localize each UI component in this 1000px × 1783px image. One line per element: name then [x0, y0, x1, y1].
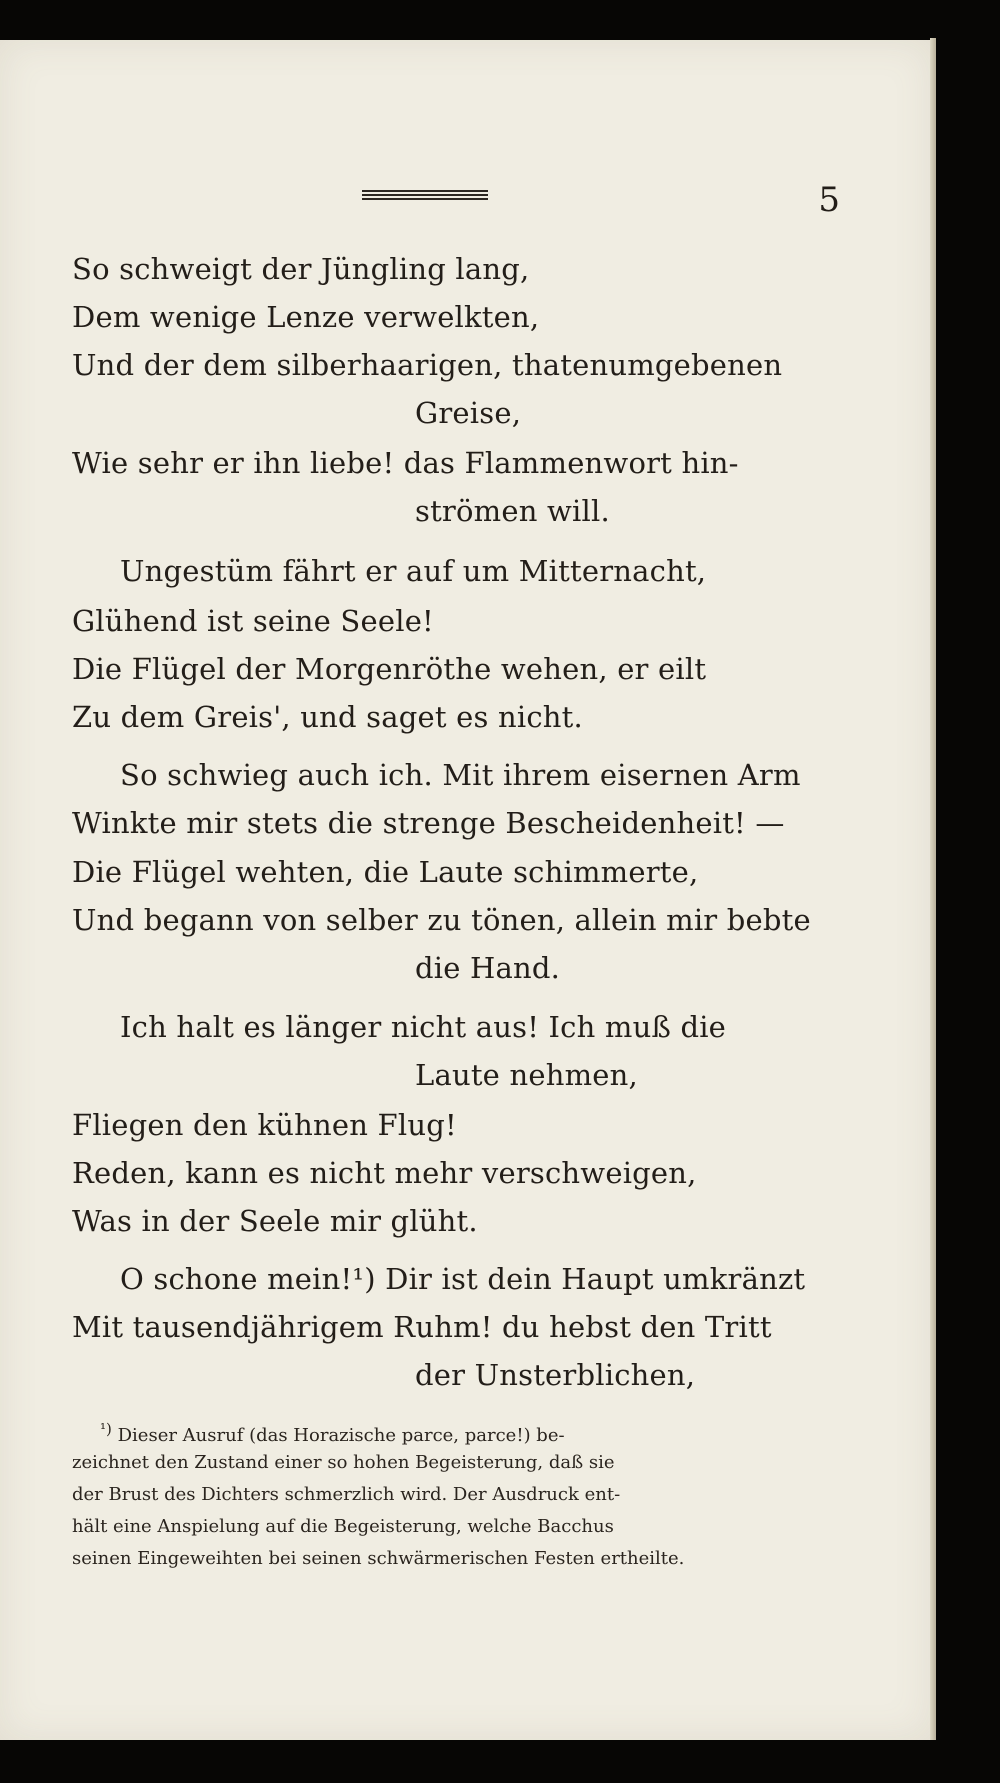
footnote-line: der Brust des Dichters schmerzlich wird. Der Ausdruck ent-	[72, 1484, 621, 1505]
poem-line-continuation: Greise,	[415, 396, 522, 430]
poem-line: Und begann von selber zu tönen, allein mir bebte	[72, 903, 811, 937]
footnote-line: hält eine Anspielung auf die Begeisterung, welche Bacchus	[72, 1516, 614, 1537]
poem-line-continuation: Laute nehmen,	[415, 1058, 638, 1092]
poem-line-continuation: die Hand.	[415, 951, 561, 985]
footnote-line: seinen Eingeweihten bei seinen schwärmerischen Festen ertheilte.	[72, 1548, 685, 1569]
poem-line-continuation: der Unsterblichen,	[415, 1358, 696, 1392]
poem-line: O schone mein!¹) Dir ist dein Haupt umkränzt	[120, 1262, 806, 1296]
footnote-line	[100, 1420, 565, 1446]
page-number: 5	[818, 180, 840, 220]
footnote-text: Dieser Ausruf (das Horazische parce, parce!) be-	[117, 1425, 565, 1446]
poem-line: Reden, kann es nicht mehr verschweigen,	[72, 1156, 697, 1190]
footnote-marker: ¹)	[100, 1420, 112, 1438]
poem-line: So schweigt der Jüngling lang,	[72, 252, 530, 286]
poem-line: Was in der Seele mir glüht.	[72, 1204, 478, 1238]
poem-line: Die Flügel wehten, die Laute schimmerte,	[72, 855, 699, 889]
poem-line: Winkte mir stets die strenge Bescheidenheit! —	[72, 806, 785, 840]
poem-line: Fliegen den kühnen Flug!	[72, 1108, 457, 1142]
poem-line: Und der dem silberhaarigen, thatenumgebenen	[72, 348, 783, 382]
poem-line: So schwieg auch ich. Mit ihrem eisernen Arm	[120, 758, 801, 792]
footnote-line: zeichnet den Zustand einer so hohen Begeisterung, daß sie	[72, 1452, 615, 1473]
poem-line: Dem wenige Lenze verwelkten,	[72, 300, 540, 334]
poem-line: Mit tausendjährigem Ruhm! du hebst den Tritt	[72, 1310, 772, 1344]
poem-line: Ungestüm fährt er auf um Mitternacht,	[120, 554, 707, 588]
header-ornament	[362, 190, 488, 202]
page-edge	[930, 38, 936, 1740]
poem-line: Zu dem Greis', und saget es nicht.	[72, 700, 583, 734]
poem-line: Die Flügel der Morgenröthe wehen, er eilt	[72, 652, 707, 686]
poem-line: Ich halt es länger nicht aus! Ich muß die	[120, 1010, 727, 1044]
poem-line: Wie sehr er ihn liebe! das Flammenwort hin-	[72, 446, 739, 480]
poem-line: Glühend ist seine Seele!	[72, 604, 434, 638]
poem-line-continuation: strömen will.	[415, 494, 610, 528]
